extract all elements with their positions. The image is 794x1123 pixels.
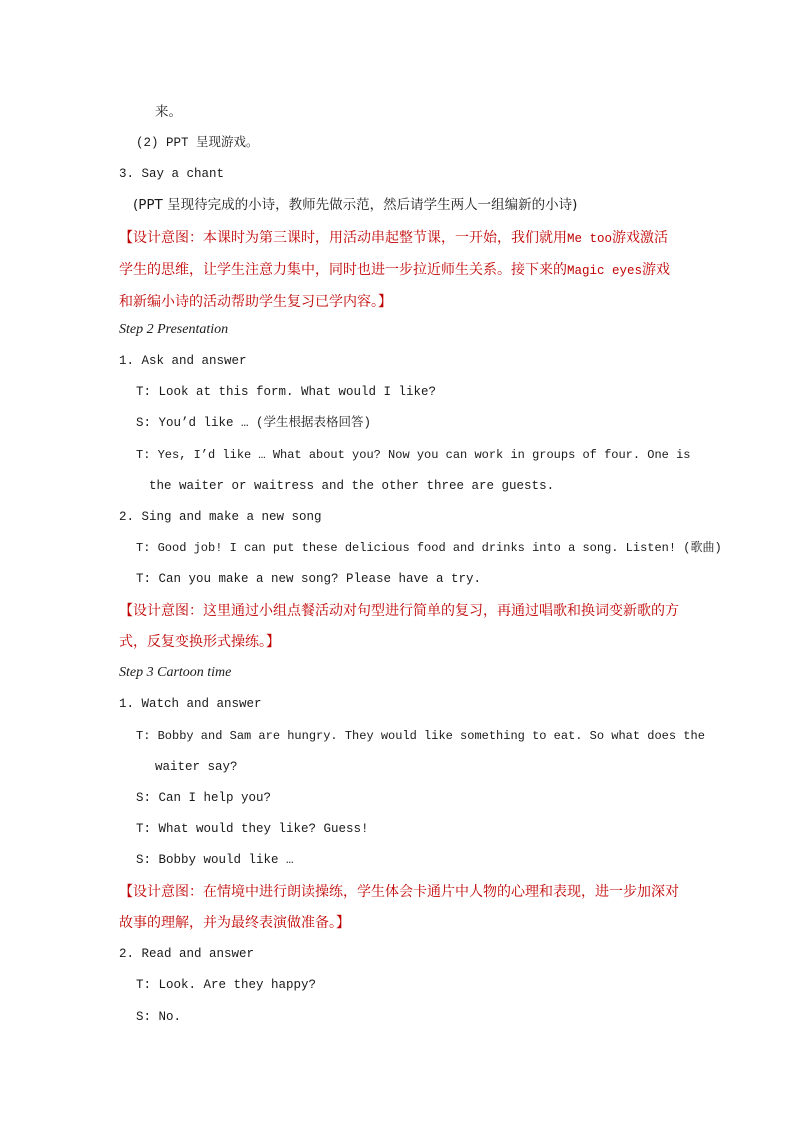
list-heading: 1. Ask and answer — [119, 354, 247, 368]
dialogue-line: T: What would they like? Guess! — [136, 822, 369, 836]
dialogue-line: T: Can you make a new song? Please have a try. — [136, 572, 482, 586]
note-text: Me too — [567, 232, 613, 246]
list-heading: 1. Watch and answer — [119, 697, 262, 711]
dialogue-line: T: Bobby and Sam are hungry. They would like something to eat. So what does the — [136, 729, 705, 743]
dialogue-line: the waiter or waitress and the other three are guests. — [149, 479, 555, 493]
section-heading: Step 2 Presentation — [119, 322, 229, 337]
section-heading: Step 3 Cartoon time — [119, 665, 232, 680]
dialogue-line: S: You’d like … (学生根据表格回答) — [136, 416, 372, 430]
note-text: 游戏激活学生的思维，让学生注意力集中，同时也进一步拉近师生关系。接下来的 — [119, 230, 669, 278]
dialogue-line: T: Yes, I’d like … What about you? Now you can work in groups of four. One is — [136, 448, 691, 462]
dialogue-line: S: Bobby would like … — [136, 853, 294, 867]
design-note: 【设计意图：这里通过小组点餐活动对句型进行简单的复习，再通过唱歌和换词变新歌的方式，反复变换形式操练。】 — [119, 603, 679, 650]
dialogue-line: T: Look. Are they happy? — [136, 978, 317, 992]
dialogue-line: T: Good job! I can put these delicious food and drinks into a song. Listen! (歌曲) — [136, 541, 722, 555]
note-text: 游戏和新编小诗的活动帮助学生复习已学内容。】 — [119, 262, 671, 310]
design-note — [119, 223, 679, 318]
note-text: Magic eyes — [567, 264, 643, 278]
dialogue-line: waiter say? — [155, 760, 238, 774]
text-line: (2) PPT 呈现游戏。 — [136, 136, 259, 150]
dialogue-line: S: No. — [136, 1010, 182, 1024]
text-line: (PPT 呈现待完成的小诗，教师先做示范，然后请学生两人一组编新的小诗) — [133, 197, 578, 213]
note-text: 【设计意图：本课时为第三课时，用活动串起整节课，一开始，我们就用 — [119, 230, 567, 246]
text-line: 来。 — [155, 104, 182, 120]
list-heading: 2. Sing and make a new song — [119, 510, 322, 524]
dialogue-line: S: Can I help you? — [136, 791, 272, 805]
list-heading: 2. Read and answer — [119, 947, 255, 961]
list-heading: 3. Say a chant — [119, 167, 225, 181]
dialogue-line: T: Look at this form. What would I like? — [136, 385, 437, 399]
design-note: 【设计意图：在情境中进行朗读操练，学生体会卡通片中人物的心理和表现，进一步加深对故事的理解，并为最终表演做准备。】 — [119, 884, 679, 931]
